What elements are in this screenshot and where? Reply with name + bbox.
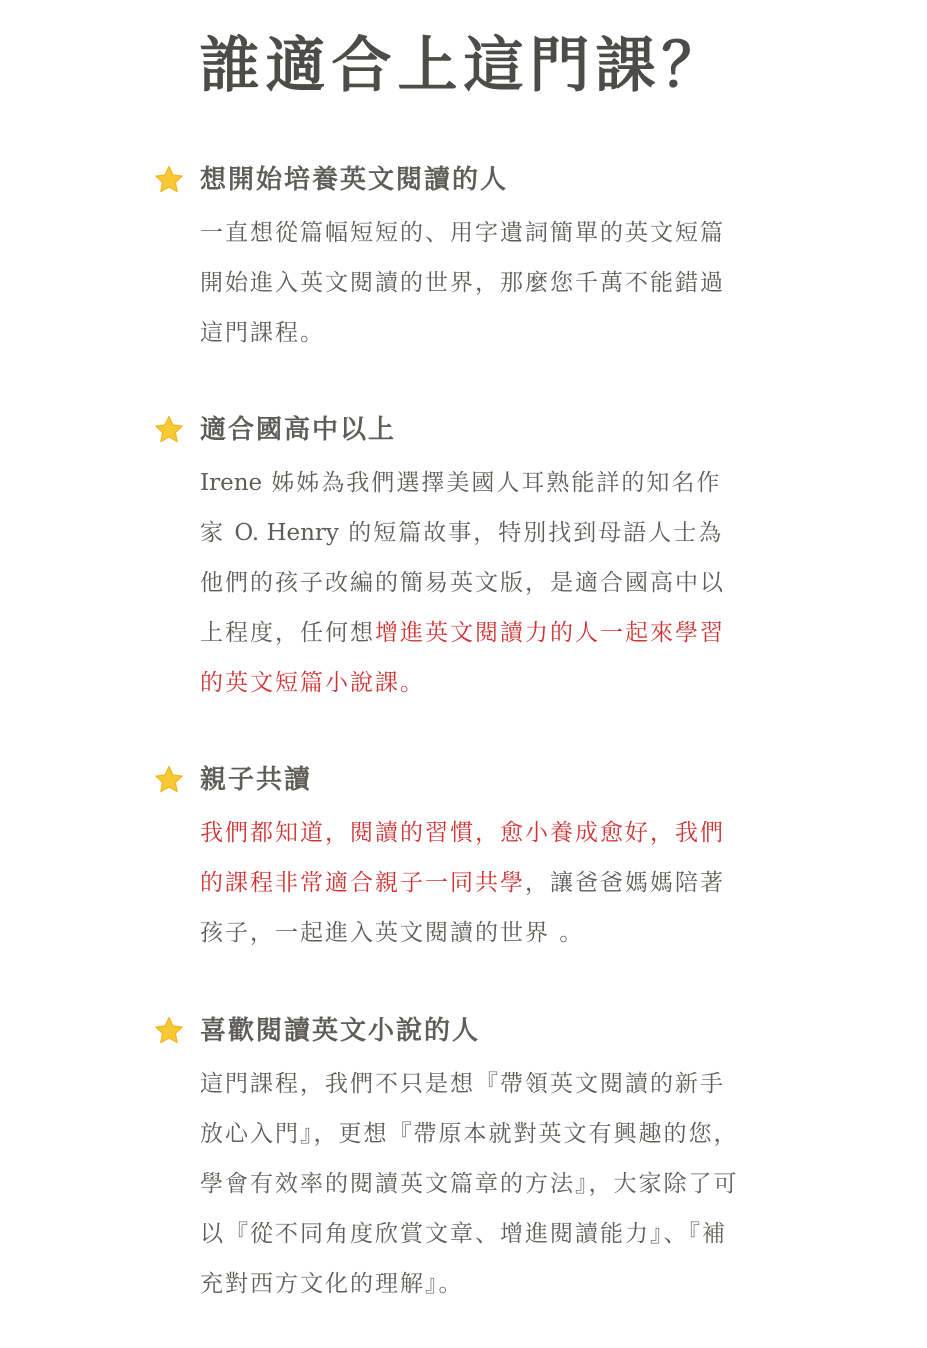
section-title: 想開始培養英文閱讀的人 xyxy=(200,165,509,195)
section-header xyxy=(150,160,750,200)
section-description xyxy=(200,808,745,958)
star-icon xyxy=(153,764,185,796)
section-junior-high-and-up xyxy=(150,410,750,708)
section-beginner-readers xyxy=(150,160,750,358)
highlight-text: 增進英文閱讀力的人一起來學習的英文短篇小說課。 xyxy=(200,620,725,696)
section-title: 喜歡閱讀英文小說的人 xyxy=(200,1016,481,1046)
author-name: O. Henry xyxy=(234,520,339,546)
page-title: 誰適合上這門課？ xyxy=(199,31,728,101)
section-description xyxy=(200,208,745,358)
highlight-text: 我們都知道，閱讀的習慣，愈小養成愈好，我們的課程非常適合親子一同共學 xyxy=(200,820,725,896)
description-text: 的短篇故事，特別找到母語人士為他們的孩子改編的簡易英文版，是適合國高中以上程度，任何想 xyxy=(200,520,725,646)
name-irene: Irene xyxy=(200,470,263,496)
description-text: 一直想從篇幅短短的、用字遺詞簡單的英文短篇開始進入英文閱讀的世界，那麼您千萬不能錯過這門課程。 xyxy=(200,220,725,346)
section-header xyxy=(150,760,750,800)
star-icon xyxy=(153,164,185,196)
star-icon xyxy=(153,414,185,446)
section-title: 親子共讀 xyxy=(200,765,313,795)
section-header xyxy=(150,1011,750,1051)
description-text: 姊姊為我們選擇美國人耳熟能詳的知名作家 xyxy=(200,470,722,546)
section-description xyxy=(200,1059,745,1309)
description-text: ，讓爸爸媽媽陪著孩子，一起進入英文閱讀的世界 。 xyxy=(200,870,725,946)
section-title: 適合國高中以上 xyxy=(200,415,397,445)
section-novel-lovers xyxy=(150,1011,750,1309)
description-text: 這門課程，我們不只是想『帶領英文閱讀的新手放心入門』，更想『帶原本就對英文有興趣的您，學會有效率的閱讀英文篇章的方法』，大家除了可以『從不同角度欣賞文章、增進閱讀能力』、『補充對西方文化的理解』。 xyxy=(200,1071,739,1297)
section-parent-child-reading xyxy=(150,760,750,958)
section-header xyxy=(150,410,750,450)
star-icon xyxy=(153,1015,185,1047)
section-description xyxy=(200,458,745,708)
